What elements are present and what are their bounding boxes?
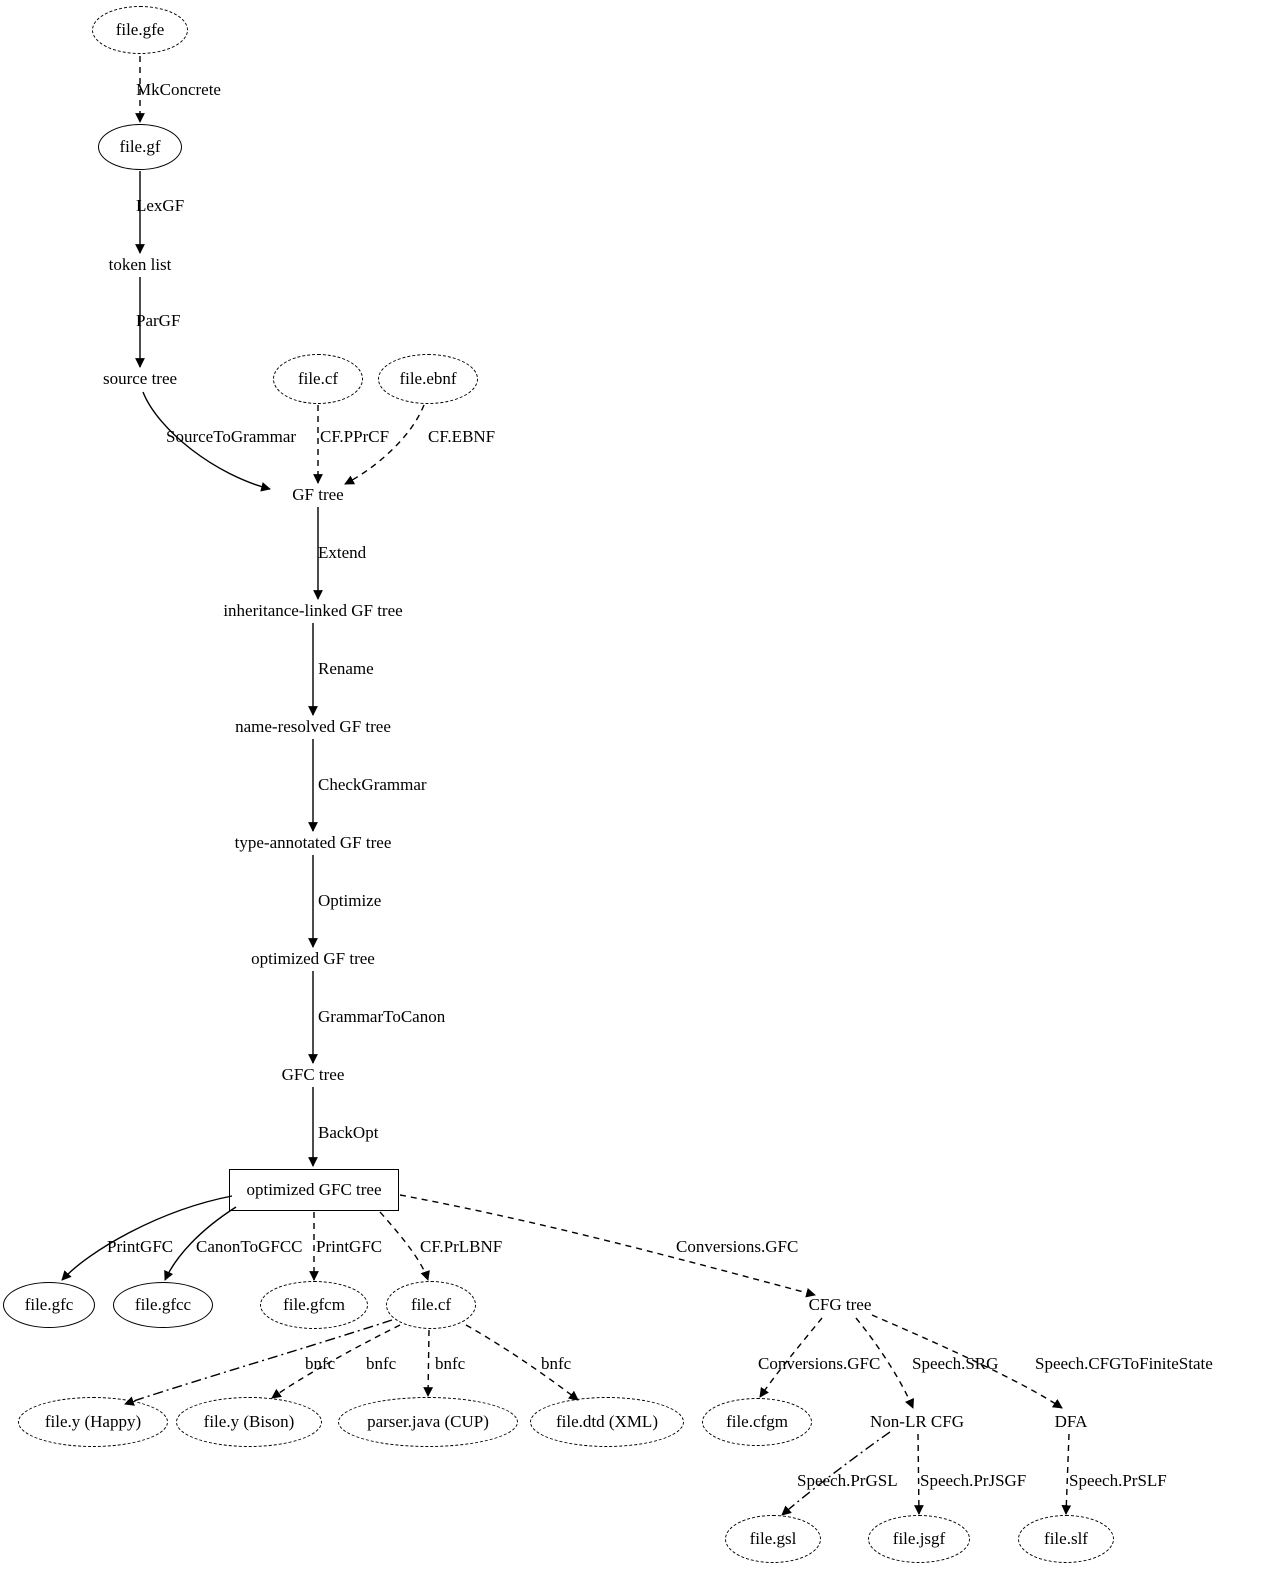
node-source_tree[interactable] <box>80 367 200 391</box>
node-label: name-resolved GF tree <box>235 716 391 736</box>
edge-label: CF.PPrCF <box>320 427 390 446</box>
node-label: file.cf <box>410 1294 452 1314</box>
edge-label: Speech.CFGToFiniteState <box>1035 1354 1213 1373</box>
edge-bnfc-cup <box>428 1330 429 1396</box>
edge-label: bnfc <box>305 1354 336 1373</box>
edge-label: SourceToGrammar <box>166 427 297 446</box>
node-file_ebnf[interactable] <box>378 354 478 404</box>
node-file_slf[interactable] <box>1018 1515 1114 1563</box>
node-inh_gf_tree[interactable] <box>188 599 438 623</box>
edge-label: GrammarToCanon <box>318 1007 446 1026</box>
edge-label: bnfc <box>541 1354 572 1373</box>
node-file_y_bison[interactable] <box>176 1397 322 1447</box>
edge-label: Rename <box>318 659 374 678</box>
edge-label: Extend <box>318 543 367 562</box>
edge-label: bnfc <box>366 1354 397 1373</box>
node-label: file.slf <box>1044 1528 1088 1548</box>
node-label: file.gfc <box>24 1294 74 1314</box>
node-label: source tree <box>102 368 178 388</box>
node-label: parser.java (CUP) <box>367 1411 489 1431</box>
node-token_list[interactable] <box>85 253 195 277</box>
node-file_gfe[interactable] <box>92 6 188 54</box>
node-label: DFA <box>1054 1411 1088 1431</box>
edge-label: CheckGrammar <box>318 775 427 794</box>
node-label: optimized GF tree <box>251 948 375 968</box>
node-label: inheritance-linked GF tree <box>223 600 403 620</box>
edge-label: Speech.PrJSGF <box>920 1471 1027 1490</box>
node-parser_java[interactable] <box>338 1397 518 1447</box>
node-non_lr_cfg[interactable] <box>852 1410 982 1434</box>
node-file_cf_top[interactable] <box>273 354 363 404</box>
edge-bnfc-happy <box>125 1320 392 1404</box>
edge-speech-prjsgf <box>918 1434 919 1514</box>
node-file_gf[interactable] <box>98 124 182 170</box>
edge-label: Speech.PrGSL <box>797 1471 898 1490</box>
edge-label: LexGF <box>136 196 185 215</box>
node-label: optimized GFC tree <box>246 1179 382 1199</box>
node-label: GF tree <box>292 484 344 504</box>
node-file_dtd[interactable] <box>530 1397 684 1447</box>
node-label: file.cf <box>297 368 339 388</box>
node-gfc_tree[interactable] <box>263 1063 363 1087</box>
node-dfa[interactable] <box>1041 1410 1101 1434</box>
node-file_cf_mid[interactable] <box>386 1281 476 1329</box>
node-label: token list <box>108 254 172 274</box>
node-gf_tree[interactable] <box>273 483 363 507</box>
node-label: file.ebnf <box>399 368 457 388</box>
node-label: file.y (Bison) <box>203 1411 295 1431</box>
node-file_y_happy[interactable] <box>18 1397 168 1447</box>
node-label: file.gfe <box>115 19 165 39</box>
node-file_gfcc[interactable] <box>113 1282 213 1328</box>
edge-label: Speech.PrSLF <box>1069 1471 1167 1490</box>
edge-label: PrintGFC <box>107 1237 174 1256</box>
edge-label: CF.PrLBNF <box>420 1237 503 1256</box>
edge-label: Speech.SRG <box>912 1354 999 1373</box>
node-label: CFG tree <box>808 1294 872 1314</box>
edge-label: Optimize <box>318 891 382 910</box>
node-file_gfc[interactable] <box>3 1282 95 1328</box>
node-opt_gfc_tree[interactable] <box>229 1169 399 1211</box>
node-file_gsl[interactable] <box>725 1515 821 1563</box>
node-file_jsgf[interactable] <box>868 1515 970 1563</box>
node-label: file.gfcm <box>283 1294 345 1314</box>
edge-label: CF.EBNF <box>428 427 496 446</box>
edge-label: MkConcrete <box>136 80 221 99</box>
node-label: file.dtd (XML) <box>556 1411 658 1431</box>
node-cfg_tree[interactable] <box>790 1293 890 1317</box>
edge-label: CanonToGFCC <box>196 1237 303 1256</box>
node-label: file.jsgf <box>892 1528 946 1548</box>
node-file_cfgm[interactable] <box>702 1398 812 1446</box>
edge-label: BackOpt <box>318 1123 379 1142</box>
node-label: Non-LR CFG <box>870 1411 964 1431</box>
node-label: file.gfcc <box>134 1294 192 1314</box>
node-name_gf_tree[interactable] <box>208 715 418 739</box>
node-label: type-annotated GF tree <box>234 832 392 852</box>
node-opt_gf_tree[interactable] <box>228 947 398 971</box>
edge-label: Conversions.GFC <box>758 1354 881 1373</box>
node-type_gf_tree[interactable] <box>208 831 418 855</box>
node-label: GFC tree <box>281 1064 345 1084</box>
node-label: file.gsl <box>749 1528 797 1548</box>
node-label: file.y (Happy) <box>44 1411 142 1431</box>
edge-label: bnfc <box>435 1354 466 1373</box>
node-file_gfcm[interactable] <box>260 1281 368 1329</box>
edge-label: ParGF <box>136 311 181 330</box>
edge-label: Conversions.GFC <box>676 1237 799 1256</box>
edge-label: PrintGFC <box>316 1237 383 1256</box>
node-label: file.cfgm <box>726 1411 788 1431</box>
node-label: file.gf <box>119 136 161 156</box>
